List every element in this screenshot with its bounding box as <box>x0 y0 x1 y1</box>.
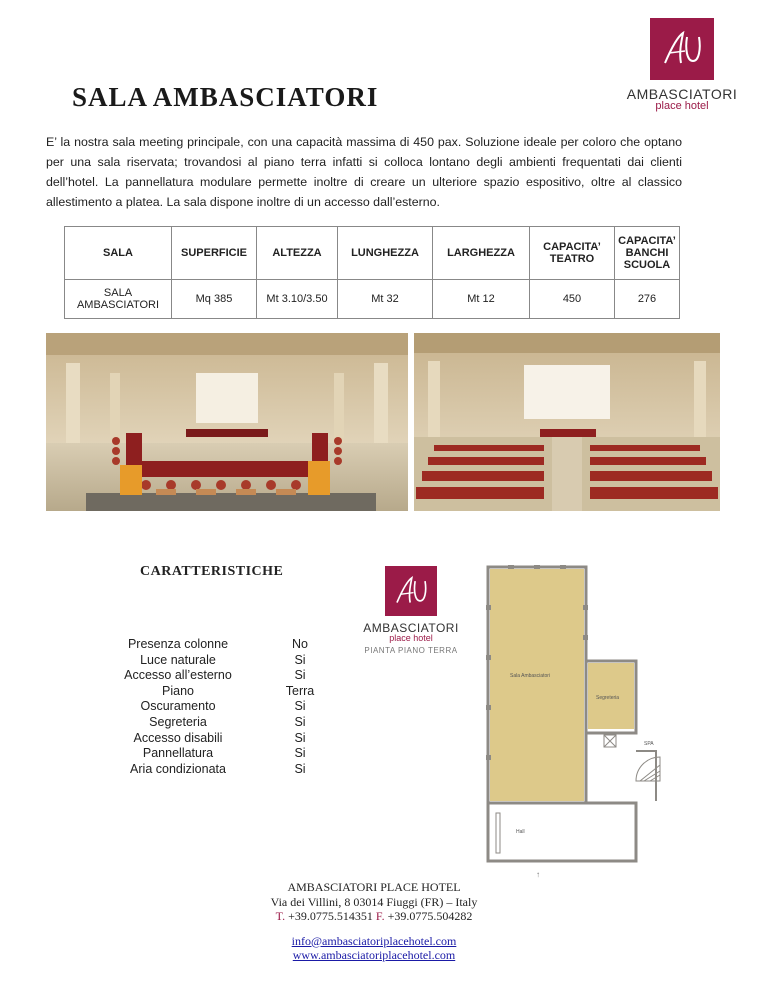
room-photo-theatre <box>414 333 720 511</box>
plan-logo <box>356 566 466 655</box>
feature-label: Luce naturale <box>140 652 216 667</box>
entrance-arrow-icon: ↑ <box>536 870 540 879</box>
features-values <box>270 637 330 777</box>
logo-brand: AMBASCIATORI <box>626 86 738 102</box>
logo-brand: AMBASCIATORI <box>363 621 459 635</box>
website-link[interactable]: www.ambasciatoriplacehotel.com <box>292 948 456 962</box>
room-spec-table <box>64 226 680 319</box>
plan-exit-label: SPA <box>644 741 654 747</box>
plan-caption: PIANTA PIANO TERRA <box>364 646 458 655</box>
logo-sub: place hotel <box>655 100 709 112</box>
features-title: CARATTERISTICHE <box>140 564 284 579</box>
feature-label: Piano <box>162 683 194 698</box>
table-header-cell: SALA <box>65 227 172 280</box>
feature-value: Si <box>294 714 306 729</box>
feature-label: Accesso all’esterno <box>124 668 232 683</box>
tel-label: T. <box>275 909 286 923</box>
feature-value: Si <box>294 761 306 776</box>
table-header-row <box>65 227 680 280</box>
feature-value: Terra <box>285 683 315 698</box>
intro-paragraph: E’ la nostra sala meeting principale, con una capacità massima di 450 pax. Soluzione ideale per coloro che optano per una sala riservata; trovandosi al piano terra infatti si colloca lontano degli ambienti frequentati dai clienti dell’hotel. La pannellatura modulare permette inoltre di creare un ulteriore spazio espositivo, oltre al classico allestimento a platea. La sala dispone inoltre di un accesso dall’esterno. <box>46 135 682 209</box>
table-cell: Mt 12 <box>433 280 530 319</box>
feature-value: Si <box>294 746 306 761</box>
table-header-cell: ALTEZZA <box>257 227 338 280</box>
feature-label: Pannellatura <box>142 746 214 761</box>
table-cell: SALA AMBASCIATORI <box>65 280 172 319</box>
table-header-cell: CAPACITA’ BANCHI SCUOLA <box>615 227 680 280</box>
feature-label: Accesso disabili <box>133 730 223 745</box>
fax-label: F. <box>375 909 385 923</box>
feature-label: Presenza colonne <box>127 637 229 651</box>
footer-phones <box>200 909 548 924</box>
tel-number: +39.0775.514351 <box>285 909 376 923</box>
table-header-cell: CAPACITA’ TEATRO <box>530 227 615 280</box>
feature-label: Oscuramento <box>140 699 216 714</box>
footer-address: Via dei Villini, 8 03014 Fiuggi (FR) – Italy <box>270 894 478 909</box>
feature-value: Si <box>294 652 306 667</box>
table-cell: Mq 385 <box>172 280 257 319</box>
logo-sub: place hotel <box>389 633 433 643</box>
plan-room-label: Sala Ambasciatori <box>510 673 551 679</box>
table-header-cell: SUPERFICIE <box>172 227 257 280</box>
room-area-fill <box>490 569 584 801</box>
table-cell: Mt 3.10/3.50 <box>257 280 338 319</box>
logo-monogram-icon <box>650 18 714 80</box>
features-labels <box>98 637 258 777</box>
logo-monogram-icon <box>385 566 437 616</box>
feature-value: No <box>292 637 308 651</box>
table-row <box>65 280 680 319</box>
footer <box>200 880 548 963</box>
plan-office-label: Segreteria <box>596 695 620 701</box>
feature-value: Si <box>294 730 306 745</box>
hotel-logo <box>622 18 742 112</box>
table-cell: Mt 32 <box>338 280 433 319</box>
room-photo-u-shape <box>46 333 408 511</box>
page-title: SALA AMBASCIATORI <box>72 82 379 112</box>
table-cell: 276 <box>615 280 680 319</box>
feature-label: Segreteria <box>149 714 207 729</box>
footer-hotel-name: AMBASCIATORI PLACE HOTEL <box>287 880 461 894</box>
table-cell: 450 <box>530 280 615 319</box>
email-link[interactable]: info@ambasciatoriplacehotel.com <box>291 933 457 948</box>
fax-number: +39.0775.504282 <box>384 909 473 923</box>
table-header-cell: LUNGHEZZA <box>338 227 433 280</box>
plan-hall-label: Hall <box>516 829 525 835</box>
feature-value: Si <box>294 699 306 714</box>
feature-label: Aria condizionata <box>130 761 226 776</box>
feature-value: Si <box>294 668 306 683</box>
table-header-cell: LARGHEZZA <box>433 227 530 280</box>
floor-plan <box>486 565 688 885</box>
